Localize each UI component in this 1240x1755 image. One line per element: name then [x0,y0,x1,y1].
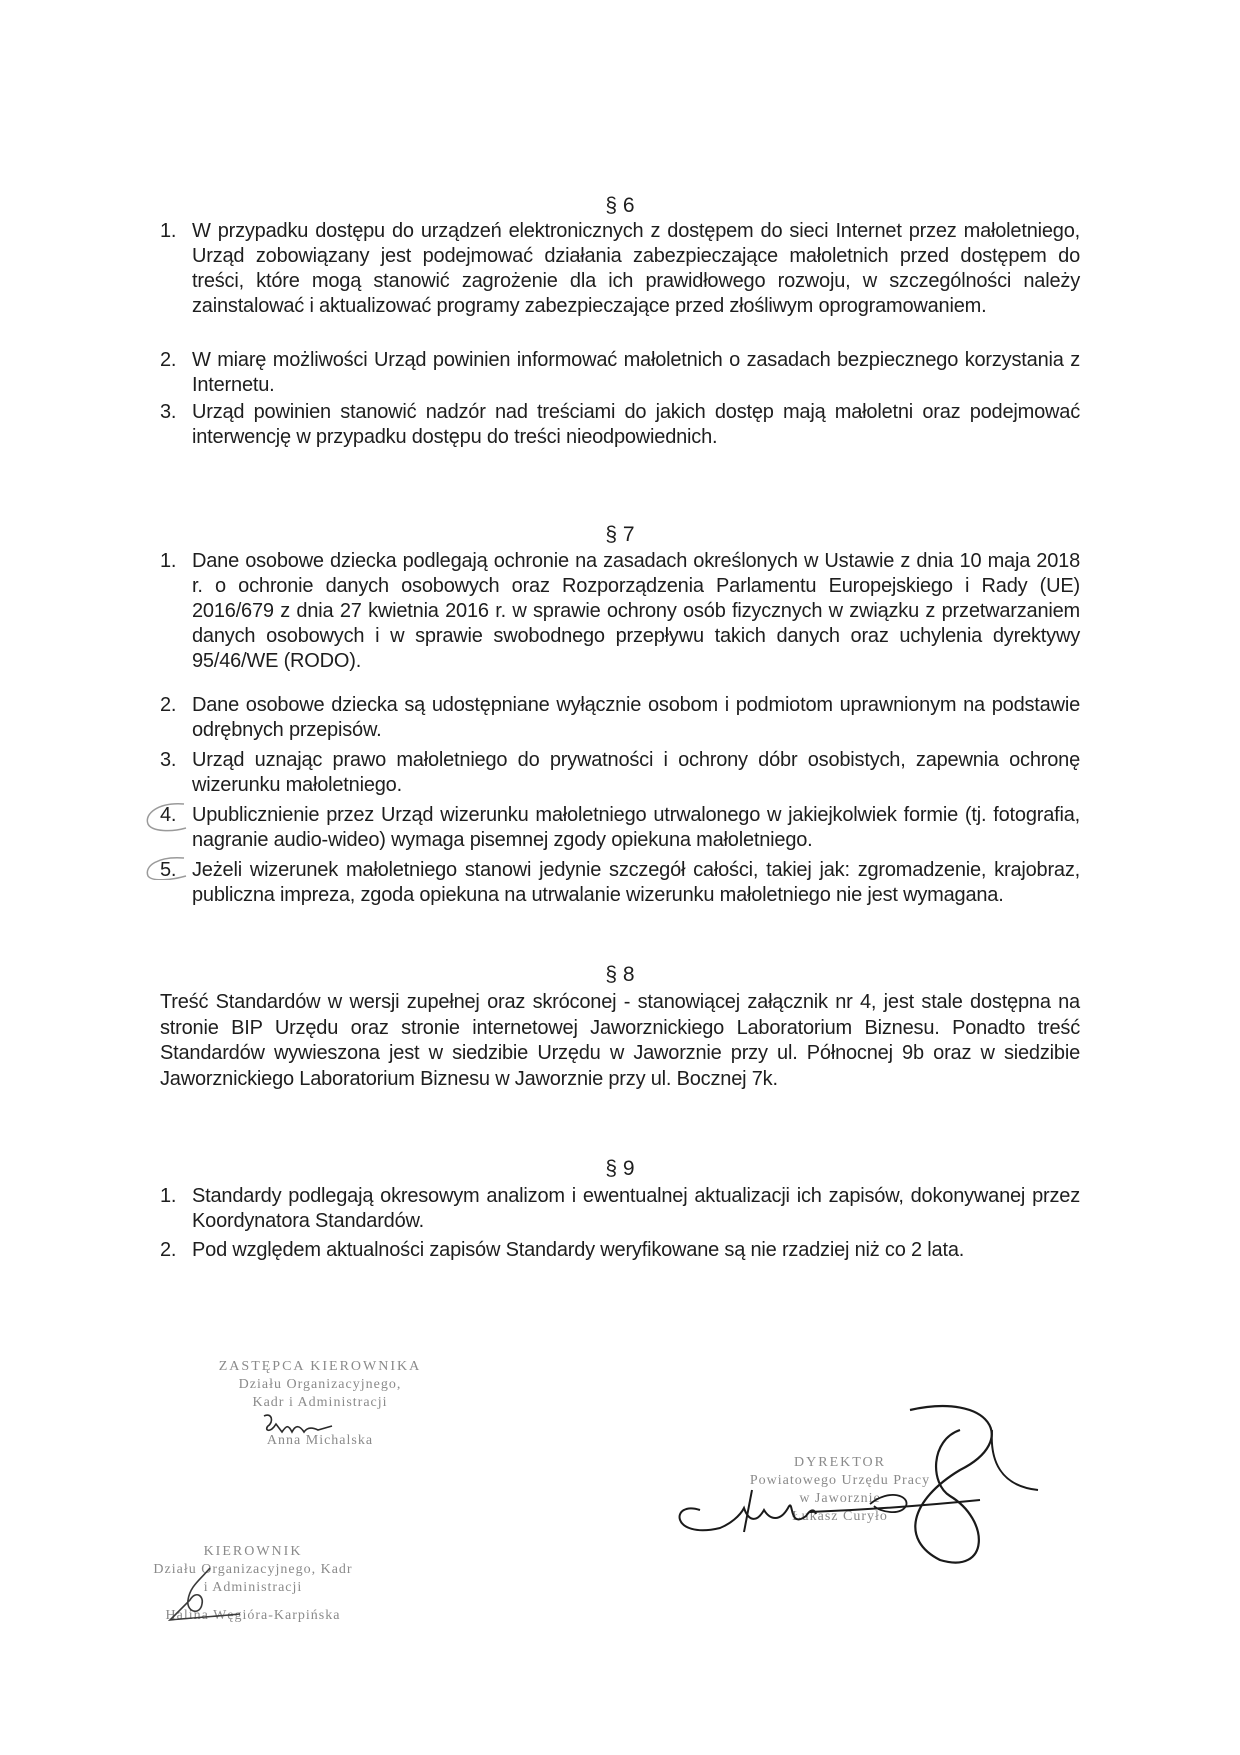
stamp-name: Halina Węgióra-Karpińska [165,1608,341,1623]
item-number: 2. [160,349,177,371]
signature-department-head [130,1560,250,1630]
item-number: 3. [160,401,177,423]
section-7-item-5 [160,858,1080,908]
stamp-line: Kadr i Administracji [252,1395,388,1410]
item-text: Upublicznienie przez Urząd wizerunku małoletniego utrwalonego w jakiejkolwiek formie (tj. fotografia, nagranie audio-wideo) wymaga pisemnej zgody opiekuna małoletniego. [192,804,1080,851]
item-number: 4. [160,804,177,826]
signature-director [660,1400,1060,1570]
section-7-item-3 [160,748,1080,798]
signature-deputy [258,1410,338,1440]
item-text: Pod względem aktualności zapisów Standardy weryfikowane są nie rzadziej niż co 2 lata. [192,1239,965,1261]
item-text: Urząd powinien stanowić nadzór nad treściami do jakich dostęp mają małoletni oraz podejmować interwencję w przypadku dostępu do treści nieodpowiednich. [192,401,1080,448]
item-text: Urząd uznając prawo małoletniego do prywatności i ochrony dóbr osobistych, zapewnia ochronę wizerunku małoletniego. [192,749,1080,796]
stamp-line: Działu Organizacyjnego, [238,1377,402,1392]
section-7-title: § 7 [605,523,635,546]
section-7-item-4 [160,803,1080,853]
section-6-item-1 [160,219,1080,319]
stamp-name: Łukasz Curyło [792,1509,888,1524]
stamp-line: i Administracji [203,1580,303,1595]
item-text: Jeżeli wizerunek małoletniego stanowi jedynie szczegół całości, takiej jak: zgromadzenie, krajobraz, publiczna impreza, zgoda opiekuna na utrwalanie wizerunku małoletniego nie jest wymagana. [192,859,1080,906]
stamp-name: Anna Michalska [266,1433,374,1448]
section-7-item-1 [160,549,1080,674]
section-6-item-2 [160,348,1080,398]
item-text: Dane osobowe dziecka podlegają ochronie na zasadach określonych w Ustawie z dnia 10 maja 2018 r. o ochronie danych osobowych oraz Rozporządzenia Parlamentu Europejskiego i Rady (UE) 2016/679 z dnia 27 kwietnia 2016 r. w sprawie ochrony osób fizycznych w związku z przetwarzaniem danych osobowych i w sprawie swobodnego przepływu takich danych oraz uchylenia dyrektywy 95/46/WE (RODO). [192,550,1080,672]
item-text: Dane osobowe dziecka są udostępniane wyłącznie osobom i podmiotom uprawnionym na podstawie odrębnych przepisów. [192,694,1080,741]
section-6-title: § 6 [605,194,635,217]
section-9-item-1 [160,1184,1080,1234]
section-8-title: § 8 [605,963,635,986]
pen-mark-circles [138,800,198,880]
stamp-line: w Jaworznie [799,1491,881,1506]
item-number: 3. [160,749,177,771]
item-text: W miarę możliwości Urząd powinien informować małoletnich o zasadach bezpiecznego korzystania z Internetu. [192,349,1080,396]
item-number: 2. [160,694,177,716]
section-9-title: § 9 [605,1157,635,1180]
item-number: 1. [160,550,177,572]
section-9-item-2 [160,1238,1080,1263]
stamp-line: KIEROWNIK [203,1544,303,1559]
stamp-line: ZASTĘPCA KIEROWNIKA [218,1359,422,1374]
stamp-line: Powiatowego Urzędu Pracy [749,1473,931,1488]
item-number: 2. [160,1239,177,1261]
stamp-line: DYREKTOR [794,1455,886,1470]
item-number: 5. [160,859,177,881]
section-6-item-3 [160,400,1080,450]
item-text: W przypadku dostępu do urządzeń elektronicznych z dostępem do sieci Internet przez małoletniego, Urząd zobowiązany jest podejmować działania zabezpieczające małoletnich przed dostępem do treści, które mogą stanowić zagrożenie dla ich prawidłowego rozwoju, w szczególności należy zainstalować i aktualizować programy zabezpieczające przed złośliwym oprogramowaniem. [192,220,1080,317]
item-number: 1. [160,220,177,242]
section-7-item-2 [160,693,1080,743]
section-8-text: Treść Standardów w wersji zupełnej oraz skróconej - stanowiącej załącznik nr 4, jest stale dostępna na stronie BIP Urzędu oraz stronie internetowej Jaworznickiego Laboratorium Biznesu. Ponadto treść Standardów wywieszona jest w siedzibie Urzędu w Jaworznie przy ul. Północnej 9b oraz w siedzibie Jaworznickiego Laboratorium Biznesu w Jaworznie przy ul. Bocznej 7k. [160,991,1080,1090]
item-text: Standardy podlegają okresowym analizom i ewentualnej aktualizacji ich zapisów, dokonywanej przez Koordynatora Standardów. [192,1185,1080,1232]
stamp-line: Działu Organizacyjnego, Kadr [153,1562,353,1577]
item-number: 1. [160,1185,177,1207]
